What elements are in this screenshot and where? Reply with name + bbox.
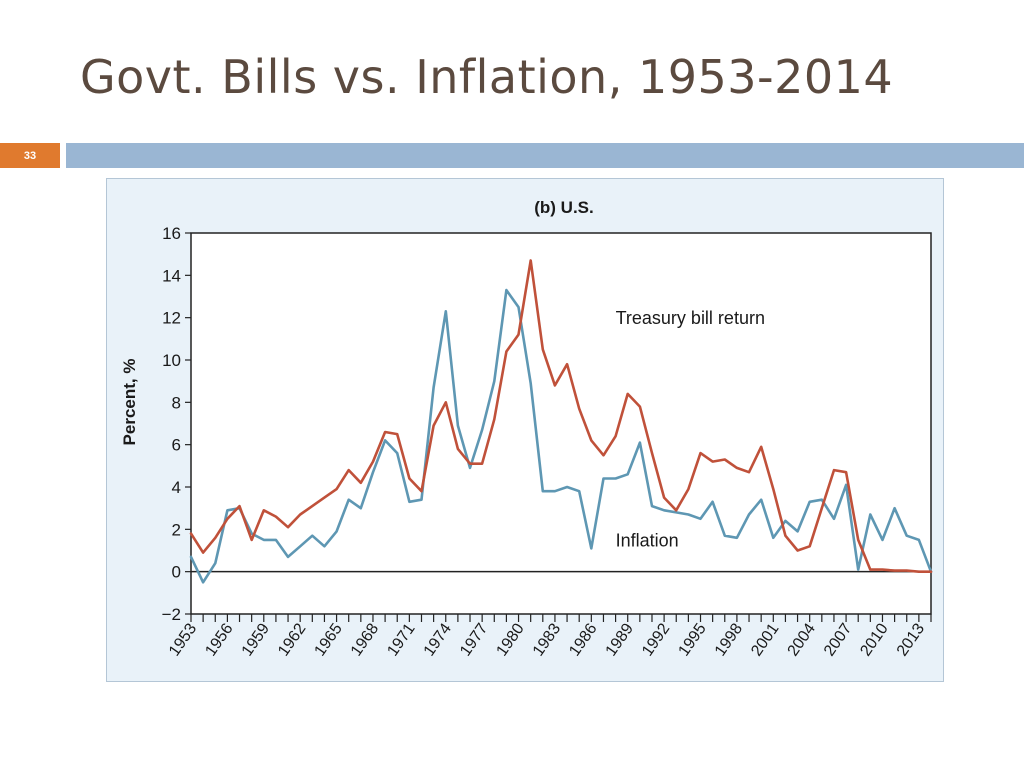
x-tick-label: 1998 [711, 620, 747, 660]
treasury-bill-return-label: Treasury bill return [615, 308, 765, 329]
y-tick-label: 4 [171, 478, 181, 497]
x-tick-label: 1992 [639, 620, 674, 660]
x-tick-label: 1956 [202, 620, 237, 660]
x-tick-label: 1995 [675, 620, 710, 660]
x-tick-label: 1974 [420, 620, 456, 660]
x-tick-label: 1977 [457, 620, 492, 660]
y-tick-label: 0 [171, 562, 181, 582]
chart-frame [106, 178, 944, 682]
y-tick-label: 10 [162, 351, 181, 370]
x-tick-label: 1965 [311, 620, 346, 660]
x-tick-label: 2004 [784, 620, 819, 660]
y-tick-label: −2 [161, 605, 181, 624]
y-tick-label: 8 [171, 393, 181, 413]
x-tick-label: 1983 [529, 620, 565, 660]
x-tick-label: 2001 [748, 620, 783, 660]
slide-number: 33 [0, 143, 60, 168]
y-tick-label: 2 [171, 520, 181, 540]
y-tick-label: 14 [162, 266, 181, 286]
x-tick-label: 1959 [238, 620, 274, 660]
title-divider-bar [66, 143, 1024, 168]
x-tick-label: 1989 [602, 620, 637, 660]
x-tick-label: 2013 [893, 620, 929, 660]
y-axis-label: Percent, % [120, 358, 139, 446]
y-tick-label: 16 [162, 224, 181, 243]
x-tick-label: 1980 [493, 620, 528, 660]
x-tick-label: 1962 [275, 620, 310, 660]
y-tick-label: 6 [171, 435, 181, 455]
x-tick-label: 1968 [347, 620, 383, 660]
chart-title: (b) U.S. [534, 198, 594, 217]
y-tick-label: 12 [162, 308, 181, 328]
inflation-label: Inflation [615, 530, 679, 551]
x-tick-label: 1986 [566, 620, 601, 660]
slide-title: Govt. Bills vs. Inflation, 1953-2014 [80, 50, 894, 104]
x-tick-label: 1953 [165, 620, 201, 660]
plot-area [191, 233, 931, 614]
x-tick-label: 2007 [821, 620, 856, 660]
line-chart [107, 179, 943, 681]
x-tick-label: 2010 [857, 620, 892, 660]
x-tick-label: 1971 [384, 620, 419, 660]
